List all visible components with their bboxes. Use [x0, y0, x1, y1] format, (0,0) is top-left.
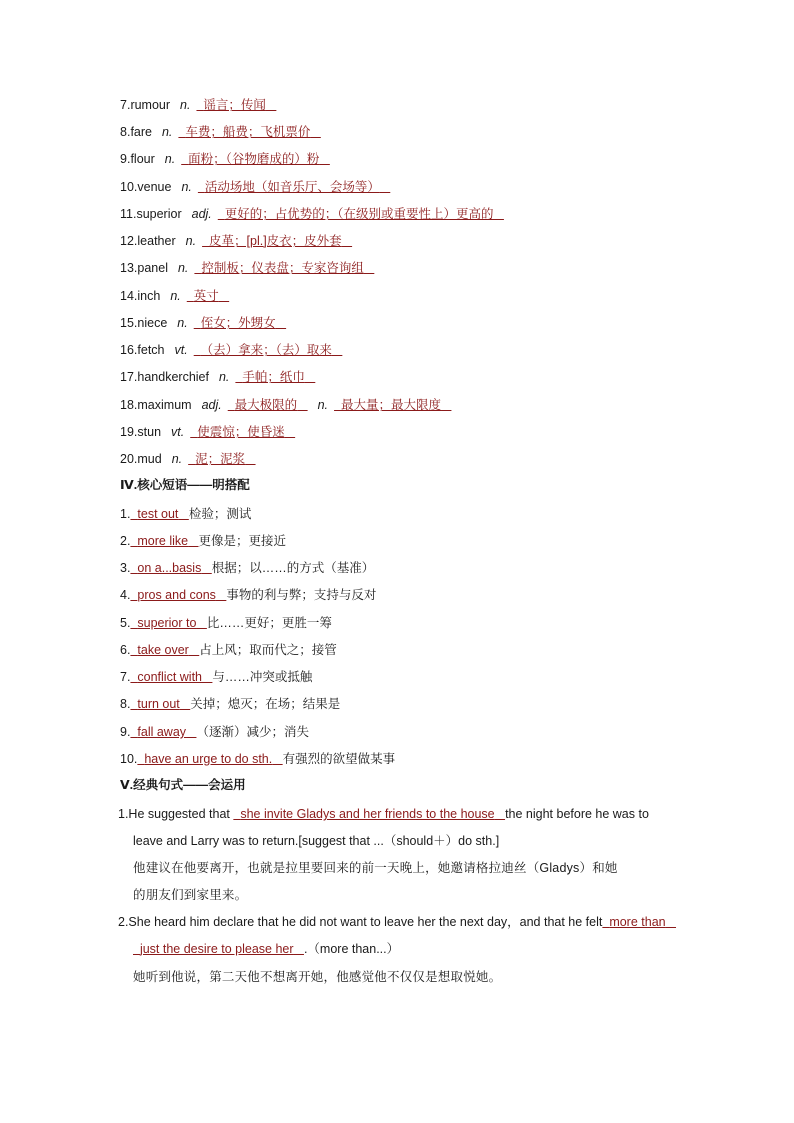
answer-text: take over: [137, 643, 189, 657]
answer-text: （去）拿来；（去）取来: [200, 343, 332, 357]
answer-text: she invite Gladys and her friends to the house: [240, 807, 495, 821]
answer-text: 皮革；[pl.]皮衣；皮外套: [209, 234, 342, 248]
phrase-item: 7. conflict with 与……冲突或抵触: [120, 670, 313, 684]
sentence-line: 2.She heard him declare that he did not want to leave her the next day，and that he felt more than: [118, 913, 676, 931]
answer-text: 使震惊；使昏迷: [197, 425, 285, 439]
vocab-item: 11.superior adj. 更好的；占优势的；（在级别或重要性上）更高的: [120, 205, 504, 223]
vocab-item: 10.venue n. 活动场地（如音乐厅、会场等）: [120, 178, 390, 196]
answer-text: more than: [609, 915, 666, 929]
sentence-line: 1.He suggested that she invite Gladys and her friends to the house the night before he was to: [118, 807, 649, 821]
answer-text: pros and cons: [137, 588, 216, 602]
answer-text: 侄女；外甥女: [200, 316, 276, 330]
answer-text: superior to: [137, 616, 197, 630]
answer-text: on a...basis: [137, 561, 202, 575]
vocab-item: 16.fetch vt. （去）拿来；（去）取来: [120, 341, 342, 359]
vocab-item: 12.leather n. 皮革；[pl.]皮衣；皮外套: [120, 232, 352, 250]
answer-text: turn out: [137, 697, 180, 711]
answer-text: 最大量；最大限度: [341, 398, 442, 412]
answer-text: 车费；船费；飞机票价: [185, 125, 311, 139]
answer-text: 手帕；纸巾: [242, 370, 305, 384]
vocab-item: 15.niece n. 侄女；外甥女: [120, 314, 286, 332]
vocab-item: 13.panel n. 控制板；仪表盘；专家咨询组: [120, 259, 374, 277]
vocab-item: 14.inch n. 英寸: [120, 287, 229, 305]
translation-line: 的朋友们到家里来。: [133, 888, 248, 902]
phrase-item: 3. on a...basis 根据；以……的方式（基准）: [120, 561, 375, 575]
sentence-line: just the desire to please her .（more than...）: [133, 940, 399, 958]
translation-line: 她听到他说，第二天他不想离开她，他感觉他不仅仅是想取悦她。: [133, 970, 502, 984]
phrase-item: 8. turn out 关掉；熄灭；在场；结果是: [120, 697, 341, 711]
vocab-item: 18.maximum adj. 最大极限的 n. 最大量；最大限度: [120, 396, 451, 414]
answer-text: 活动场地（如音乐厅、会场等）: [204, 180, 380, 194]
answer-text: have an urge to do sth.: [144, 752, 273, 766]
answer-text: 更好的；占优势的；（在级别或重要性上）更高的: [224, 207, 494, 221]
answer-text: fall away: [137, 725, 187, 739]
answer-text: just the desire to please her: [139, 942, 294, 956]
phrase-item: 6. take over 占上风；取而代之；接管: [120, 643, 337, 657]
answer-text: conflict with: [137, 670, 202, 684]
answer-text: 泥；泥浆: [195, 452, 246, 466]
vocab-item: 19.stun vt. 使震惊；使昏迷: [120, 423, 295, 441]
vocab-item: 20.mud n. 泥；泥浆: [120, 450, 256, 468]
translation-line: 他建议在他要离开，也就是拉里要回来的前一天晚上，她邀请格拉迪丝（Gladys）和她: [133, 861, 618, 875]
answer-text: 面粉；（谷物磨成的）粉: [188, 152, 320, 166]
answer-text: 最大极限的: [234, 398, 298, 412]
answer-text: 英寸: [193, 289, 219, 303]
phrase-item: 4. pros and cons 事物的利与弊；支持与反对: [120, 588, 377, 602]
vocab-item: 7.rumour n. 谣言；传闻: [120, 96, 276, 114]
answer-text: 控制板；仪表盘；专家咨询组: [201, 261, 364, 275]
phrase-item: 9. fall away （逐渐）减少；消失: [120, 725, 309, 739]
answer-text: 谣言；传闻: [203, 98, 266, 112]
section-heading: Ⅳ.核心短语——明搭配: [120, 478, 250, 492]
phrase-item: 2. more like 更像是；更接近: [120, 534, 287, 548]
vocab-item: 8.fare n. 车费；船费；飞机票价: [120, 123, 321, 141]
phrase-item: 5. superior to 比……更好；更胜一筹: [120, 616, 332, 630]
vocab-item: 17.handkerchief n. 手帕；纸巾: [120, 368, 315, 386]
section-heading: Ⅴ.经典句式——会运用: [120, 778, 246, 792]
sentence-line: leave and Larry was to return.[suggest that ...（should＋）do sth.]: [133, 834, 500, 848]
phrase-item: 10. have an urge to do sth. 有强烈的欲望做某事: [120, 752, 396, 766]
phrase-item: 1. test out 检验；测试: [120, 507, 252, 521]
answer-text: test out: [137, 507, 179, 521]
vocab-item: 9.flour n. 面粉；（谷物磨成的）粉: [120, 150, 330, 168]
answer-text: more like: [137, 534, 189, 548]
